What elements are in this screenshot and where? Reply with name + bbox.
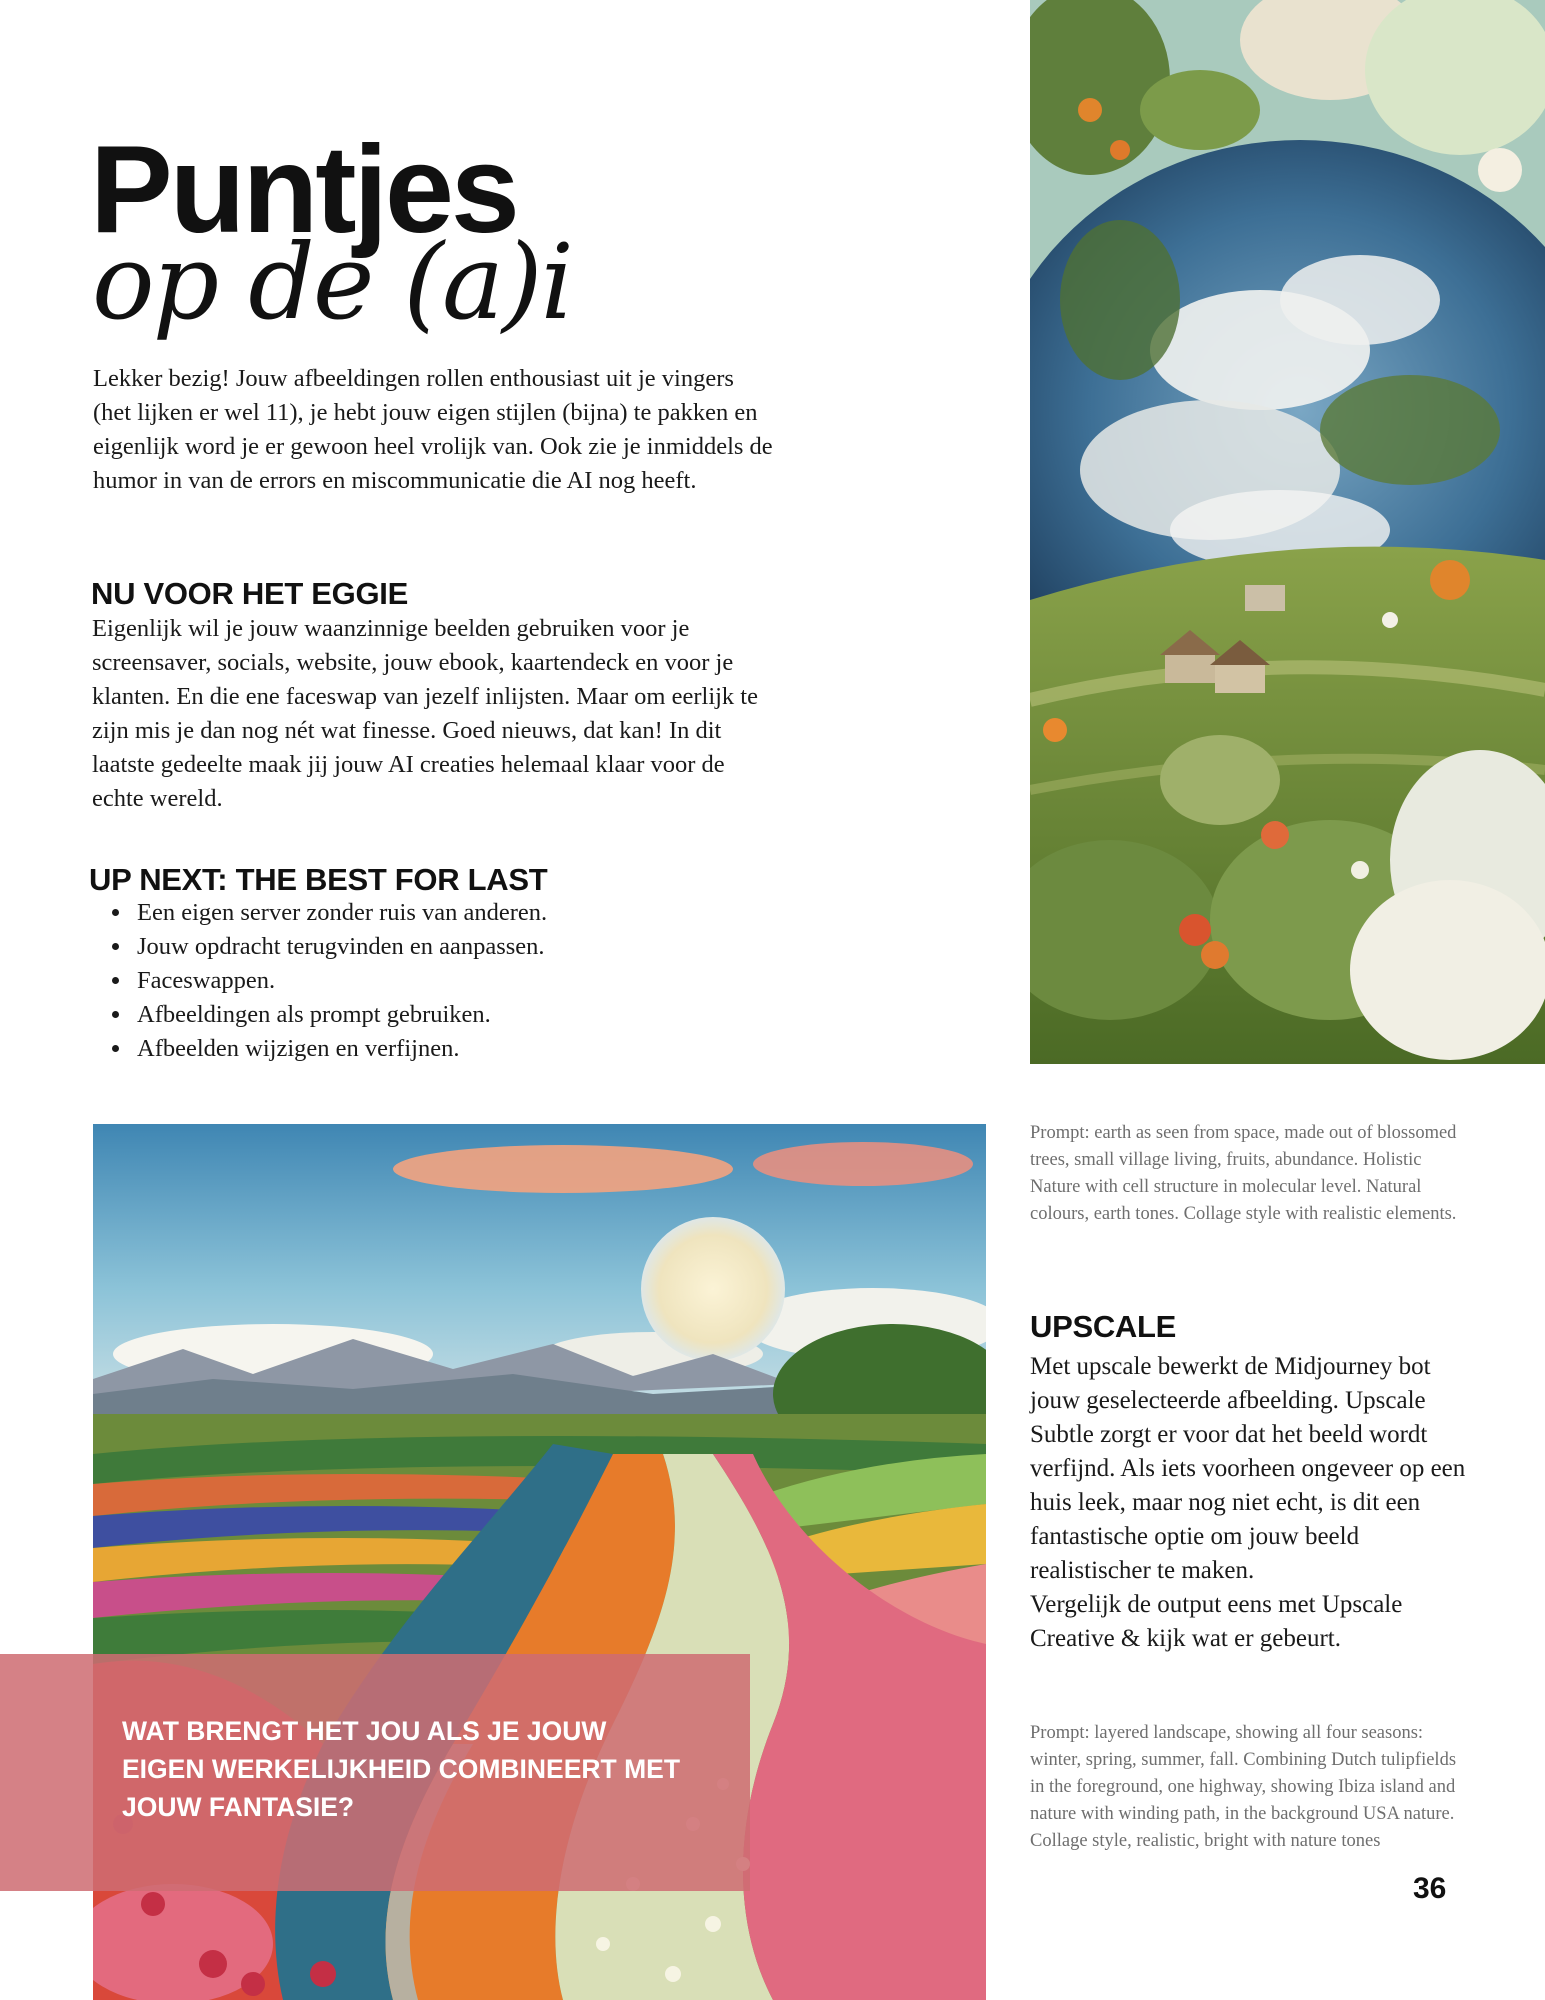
eggie-heading: NU VOOR HET EGGIE <box>91 576 408 611</box>
eggie-paragraph: Eigenlijk wil je jouw waanzinnige beelden gebruiken voor je screensaver, socials, website, jouw ebook, kaartendeck en voor je klanten. En die ene faceswap van jezelf inlijsten. Maar om eerlijk te zijn mis je dan nog nét wat finesse. Goed nieuws, dat kan! In dit laatste gedeelte maak jij jouw AI creaties helemaal klaar voor de echte wereld. <box>92 615 758 812</box>
quote-text: WAT BRENGT HET JOU ALS JE JOUW EIGEN WERKELIJKHEID COMBINEERT MET JOUW FANTASIE? <box>122 1716 681 1822</box>
next-list <box>95 896 753 1066</box>
list-item: • Jouw opdracht terugvinden en aanpassen. <box>133 930 753 964</box>
list-item: • Een eigen server zonder ruis van anderen. <box>133 896 753 930</box>
page-number: 36 <box>1413 1872 1447 1905</box>
field-image-caption: Prompt: layered landscape, showing all four seasons: winter, spring, summer, fall. Combining Dutch tulipfields in the foreground, one highway, showing Ibiza island and nature with winding path, in the background USA nature. Collage style, realistic, bright with nature tones <box>1030 1723 1457 1851</box>
page-title: Puntjes <box>90 121 517 259</box>
list-item: • Faceswappen. <box>133 964 753 998</box>
next-heading: UP NEXT: THE BEST FOR LAST <box>89 862 548 897</box>
upscale-text-2: Vergelijk de output eens met Upscale Creative & kijk wat er gebeurt. <box>1030 1591 1403 1652</box>
intro-paragraph: Lekker bezig! Jouw afbeeldingen rollen enthousiast uit je vingers (het lijken er wel 11), je hebt jouw eigen stijlen (bijna) te pakken en eigenlijk word je er gewoon heel vrolijk van. Ook zie je inmiddels de humor in van de errors en miscommunicatie die AI nog heeft. <box>93 365 773 494</box>
upscale-paragraph <box>1030 1350 1480 1656</box>
list-item: • Afbeelden wijzigen en verfijnen. <box>133 1032 753 1066</box>
upscale-text-1: Met upscale bewerkt de Midjourney bot jouw geselecteerde afbeelding. Upscale Subtle zorgt er voor dat het beeld wordt verfijnd. Als iets voorheen ongeveer op een huis leek, maar nog niet echt, is dit een fantastische optie om jouw beeld realistischer te maken. <box>1030 1353 1466 1584</box>
page-subtitle: op de (a)i <box>92 221 572 343</box>
earth-collage-image <box>1030 0 1545 1064</box>
earth-image-caption: Prompt: earth as seen from space, made out of blossomed trees, small village living, fruits, abundance. Holistic Nature with cell structure in molecular level. Natural colours, earth tones. Collage style with realistic elements. <box>1030 1123 1457 1224</box>
list-item: • Afbeeldingen als prompt gebruiken. <box>133 998 753 1032</box>
upscale-heading: UPSCALE <box>1030 1309 1177 1344</box>
